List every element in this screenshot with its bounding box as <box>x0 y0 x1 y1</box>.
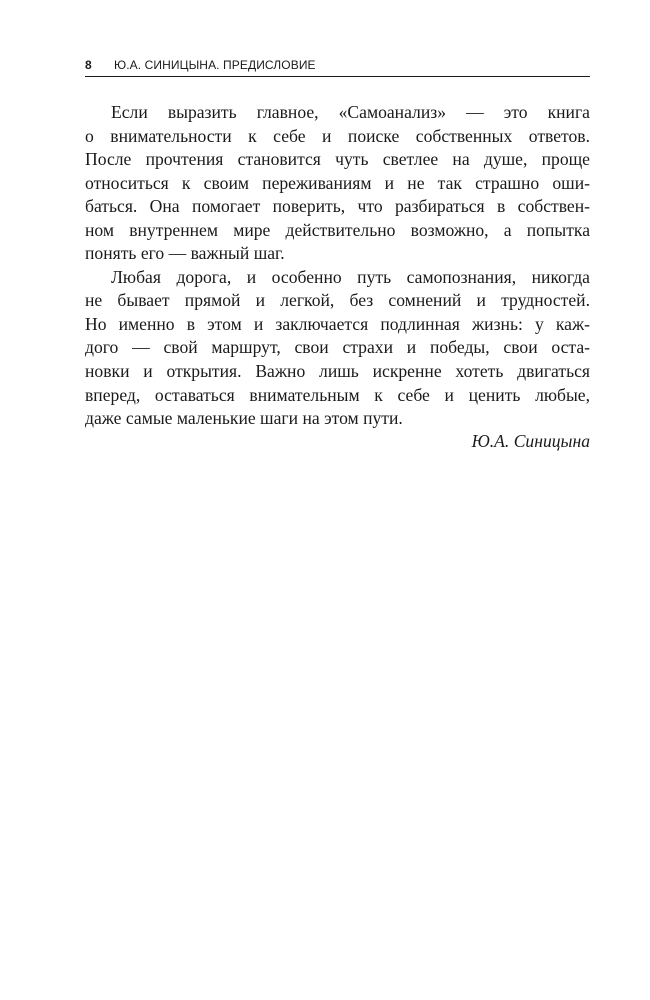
paragraph-line: даже самые маленькие шаги на этом пути. <box>85 408 403 429</box>
paragraph-line: относиться к своим переживаниям и не так страшно оши- <box>85 172 590 193</box>
paragraph-line: вперед, оставаться внимательным к себе и ценить любые, <box>85 384 590 405</box>
author-signature: Ю.А. Синицына <box>471 431 590 451</box>
paragraph-line: Любая дорога, и особенно путь самопознания, никогда <box>111 266 590 287</box>
body-text <box>85 101 590 431</box>
paragraph-line: о внимательности к себе и поиске собственных ответов. <box>85 125 590 146</box>
page-number: 8 <box>85 58 92 72</box>
paragraph-line: После прочтения становится чуть светлее на душе, проще <box>85 149 590 170</box>
paragraph-line: Но именно в этом и заключается подлинная жизнь: у каж- <box>85 313 590 334</box>
paragraph-line: не бывает прямой и легкой, без сомнений и трудностей. <box>85 290 590 311</box>
paragraph-line: понять его — важный шаг. <box>85 243 285 264</box>
running-head-title: Ю.А. СИНИЦЫНА. ПРЕДИСЛОВИЕ <box>114 58 316 72</box>
running-head <box>85 58 590 77</box>
paragraph-1 <box>85 101 590 266</box>
paragraph-line: Если выразить главное, «Самоанализ» — это книга <box>111 102 590 122</box>
paragraph-2 <box>85 266 590 431</box>
paragraph-line: дого — свой маршрут, свои страхи и победы, свои оста- <box>85 337 590 358</box>
paragraph-line: ном внутреннем мире действительно возможно, а попытка <box>85 219 590 240</box>
paragraph-line: баться. Она помогает поверить, что разбираться в собствен- <box>85 196 590 217</box>
paragraph-line: новки и открытия. Важно лишь искренне хотеть двигаться <box>85 361 590 382</box>
